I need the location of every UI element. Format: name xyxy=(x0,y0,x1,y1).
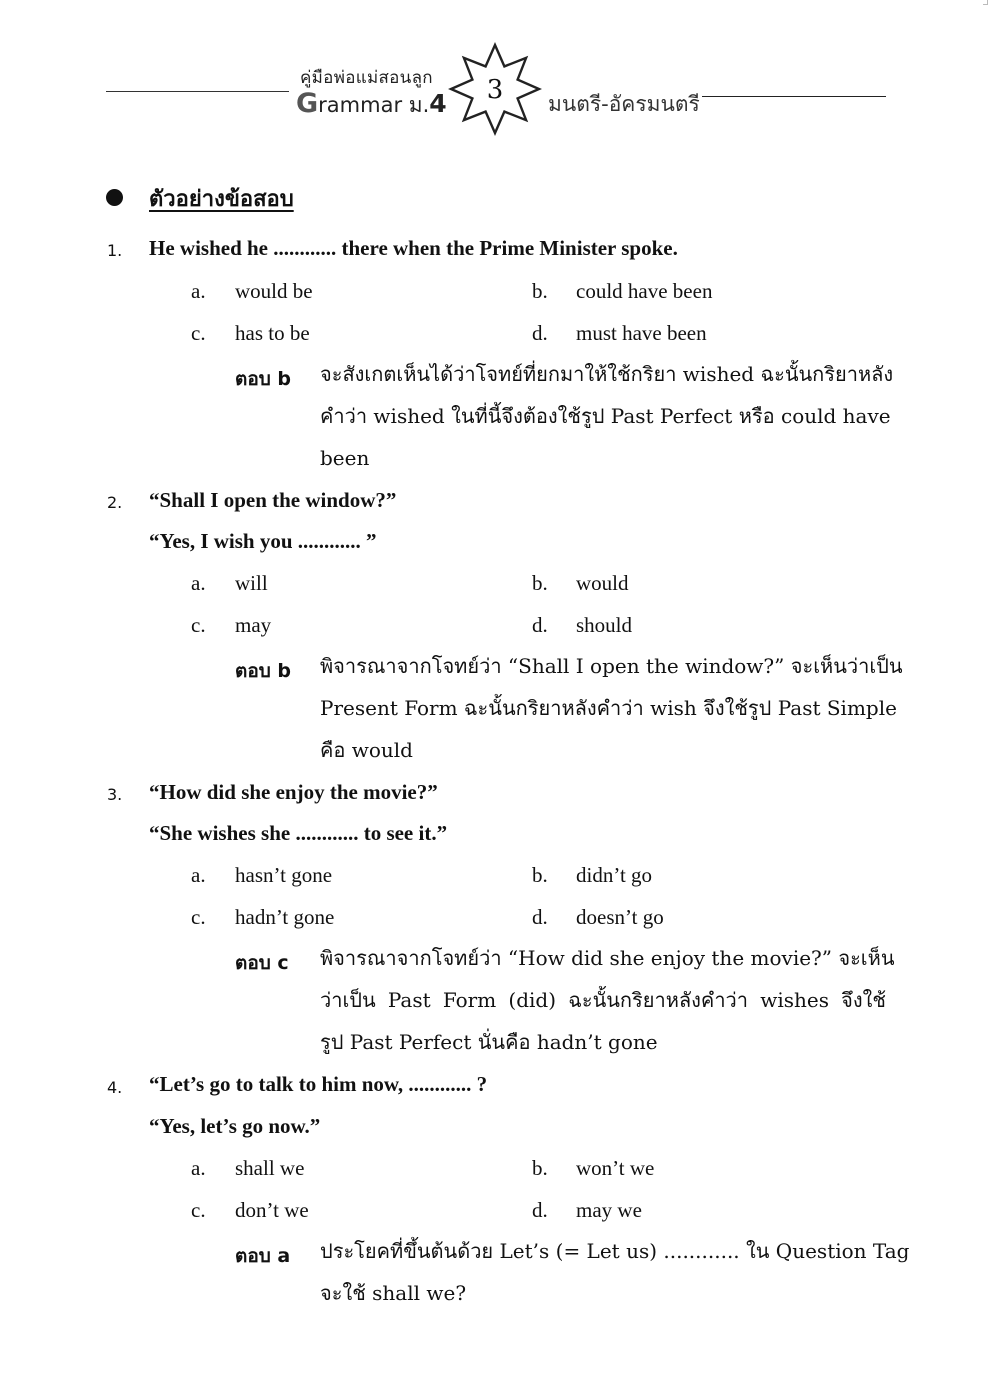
answer-explanation: ว่าเป็น Past Form (did) ฉะนั้นกริยาหลังคำว่า wishes จึงใช้ xyxy=(320,988,886,1012)
option-letter: d. xyxy=(532,613,548,637)
header-rule-left xyxy=(106,91,289,92)
question-text: “How did she enjoy the movie?” xyxy=(149,780,438,804)
option-letter: c. xyxy=(191,321,206,345)
option-text: hasn’t gone xyxy=(235,863,333,887)
answer-label: ตอบ c xyxy=(235,952,289,974)
question-number: 3. xyxy=(107,785,123,804)
question-number: 2. xyxy=(107,493,123,512)
page-number: 3 xyxy=(486,75,504,105)
option-text: may xyxy=(235,613,272,637)
header-rule-right xyxy=(702,96,886,97)
page-corner-mark xyxy=(983,0,988,5)
header-title-initial: G xyxy=(296,88,319,119)
answer-explanation: จะใช้ shall we? xyxy=(320,1281,467,1305)
question-text: “Yes, I wish you ............ ” xyxy=(149,529,377,553)
option-letter: a. xyxy=(191,279,206,303)
question-text: He wished he ............ there when the Prime Minister spoke. xyxy=(149,236,678,260)
page-number-star-icon xyxy=(448,42,542,136)
header-title-level: 4 xyxy=(429,89,447,118)
answer-label: ตอบ a xyxy=(235,1245,291,1267)
option-letter: a. xyxy=(191,863,206,887)
answer-explanation: รูป Past Perfect นั่นคือ hadn’t gone xyxy=(320,1030,658,1054)
option-letter: d. xyxy=(532,905,548,929)
option-letter: d. xyxy=(532,1198,548,1222)
option-text: could have been xyxy=(576,279,713,303)
answer-explanation: จะสังเกตเห็นได้ว่าโจทย์ที่ยกมาให้ใช้กริยา wished ฉะนั้นกริยาหลัง xyxy=(320,362,894,386)
option-text: must have been xyxy=(576,321,707,345)
answer-explanation: Present Form ฉะนั้นกริยาหลังคำว่า wish จึงใช้รูป Past Simple xyxy=(320,696,897,720)
option-letter: a. xyxy=(191,571,206,595)
option-letter: c. xyxy=(191,613,206,637)
answer-label: ตอบ b xyxy=(235,368,292,390)
answer-explanation: พิจารณาจากโจทย์ว่า “How did she enjoy the movie?” จะเห็น xyxy=(320,946,895,970)
question-number: 4. xyxy=(107,1078,123,1097)
option-text: should xyxy=(576,613,633,637)
option-letter: a. xyxy=(191,1156,206,1180)
header-book-title xyxy=(296,88,447,122)
answer-explanation: คำว่า wished ในที่นี้จึงต้องใช้รูป Past Perfect หรือ could have xyxy=(320,404,891,428)
question-text: “Shall I open the window?” xyxy=(149,488,397,512)
option-letter: b. xyxy=(532,1156,548,1180)
option-letter: c. xyxy=(191,905,206,929)
header-series-title: คู่มือพ่อแม่สอนลูก xyxy=(300,68,433,88)
option-text: will xyxy=(235,571,268,595)
answer-label: ตอบ b xyxy=(235,660,292,682)
answer-explanation: been xyxy=(320,446,370,470)
option-letter: c. xyxy=(191,1198,206,1222)
answer-explanation: ประโยคที่ขึ้นต้นด้วย Let’s (= Let us) ............ ใน Question Tag xyxy=(320,1239,910,1263)
question-text: “Yes, let’s go now.” xyxy=(149,1114,321,1138)
answer-explanation: คือ would xyxy=(320,738,413,762)
section-heading: ตัวอย่างข้อสอบ xyxy=(149,187,294,212)
question-text: “Let’s go to talk to him now, ............ ? xyxy=(149,1072,488,1096)
option-text: may we xyxy=(576,1198,642,1222)
option-text: shall we xyxy=(235,1156,305,1180)
option-text: would xyxy=(576,571,629,595)
option-text: hadn’t gone xyxy=(235,905,335,929)
option-text: doesn’t go xyxy=(576,905,664,929)
question-text: “She wishes she ............ to see it.” xyxy=(149,821,448,845)
option-letter: b. xyxy=(532,279,548,303)
option-text: didn’t go xyxy=(576,863,653,887)
answer-explanation: พิจารณาจากโจทย์ว่า “Shall I open the window?” จะเห็นว่าเป็น xyxy=(320,654,903,678)
option-text: has to be xyxy=(235,321,310,345)
header-title-rest: rammar ม. xyxy=(318,93,430,117)
option-letter: b. xyxy=(532,571,548,595)
option-text: won’t we xyxy=(576,1156,655,1180)
heading-bullet-icon xyxy=(106,189,123,206)
option-letter: b. xyxy=(532,863,548,887)
option-text: don’t we xyxy=(235,1198,309,1222)
question-number: 1. xyxy=(107,241,123,260)
option-text: would be xyxy=(235,279,313,303)
header-publisher: มนตรี-อัครมนตรี xyxy=(548,92,700,116)
option-letter: d. xyxy=(532,321,548,345)
